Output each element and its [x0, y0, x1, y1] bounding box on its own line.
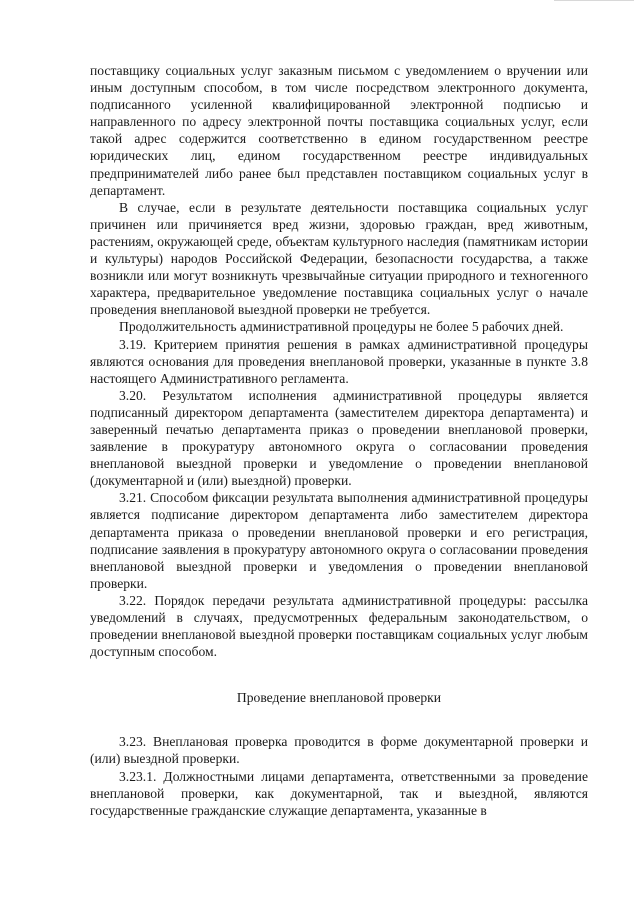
- paragraph-3-23-1: 3.23.1. Должностными лицами департамента, ответственными за проведение внеплановой проверки, как документарной, так и выездной, являются государственные гражданские служащие департамента, указанные в: [90, 768, 588, 818]
- paragraph-harm-exception: В случае, если в результате деятельности поставщика социальных услуг причинен или причиняется вред жизни, здоровью граждан, вред животным, растениям, окружающей среде, объектам культурного наследия (памятникам истории и культуры) народов Российской Федерации, безопасности государства, а также возникли или могут возникнуть чрезвычайные ситуации природного и техногенного характера, предварительное уведомление поставщика социальных услуг о начале проведения внеплановой выездной проверки не требуется.: [90, 199, 588, 318]
- paragraph-3-23: 3.23. Внеплановая проверка проводится в форме документарной проверки и (или) выездной проверки.: [90, 734, 588, 767]
- paragraph-3-20: 3.20. Результатом исполнения административной процедуры является подписанный директором департамента (заместителем директора департамента) и заверенный печатью департамента приказ о проведении внеплановой проверки, заявление в прокуратуру автономного округа о согласовании проведения внеплановой выездной проверки и уведомление о проведении внеплановой (документарной и (или) выездной) проверки.: [90, 387, 588, 489]
- scan-edge-mark: [554, 0, 634, 1]
- paragraph-3-22: 3.22. Порядок передачи результата административной процедуры: рассылка уведомлений в случаях, предусмотренных федеральным законодательством, о проведении внеплановой выездной проверки поставщикам социальных услуг любым доступным способом.: [90, 592, 588, 660]
- paragraph-duration: Продолжительность административной процедуры не более 5 рабочих дней.: [119, 319, 564, 335]
- paragraph-3-21: 3.21. Способом фиксации результата выполнения административной процедуры является подписание директором департамента либо заместителем директора департамента приказа о проведении внеплановой проверки и его регистрация, подписание заявления в прокуратуру автономного округа о согласовании проведения внеплановой выездной проверки и уведомления о проведении внеплановой проверки.: [90, 490, 588, 591]
- paragraph-3-19: 3.19. Критерием принятия решения в рамках административной процедуры являются основания для проведения внеплановой проверки, указанные в пункте 3.8 настоящего Административного регламента.: [90, 336, 588, 386]
- section-heading: Проведение внеплановой проверки: [236, 690, 442, 706]
- document-body: [90, 62, 588, 819]
- paragraph-continuation: поставщику социальных услуг заказным письмом с уведомлением о вручении или иным доступным способом, в том числе посредством электронного документа, подписанного усиленной квалифицированной электронной подписью и направленного по адресу электронной почты поставщика социальных услуг, если такой адрес содержится соответственно в едином государственном реестре юридических лиц, едином государственном реестре индивидуальных предпринимателей либо ранее был представлен поставщиком социальных услуг в департамент.: [90, 63, 588, 198]
